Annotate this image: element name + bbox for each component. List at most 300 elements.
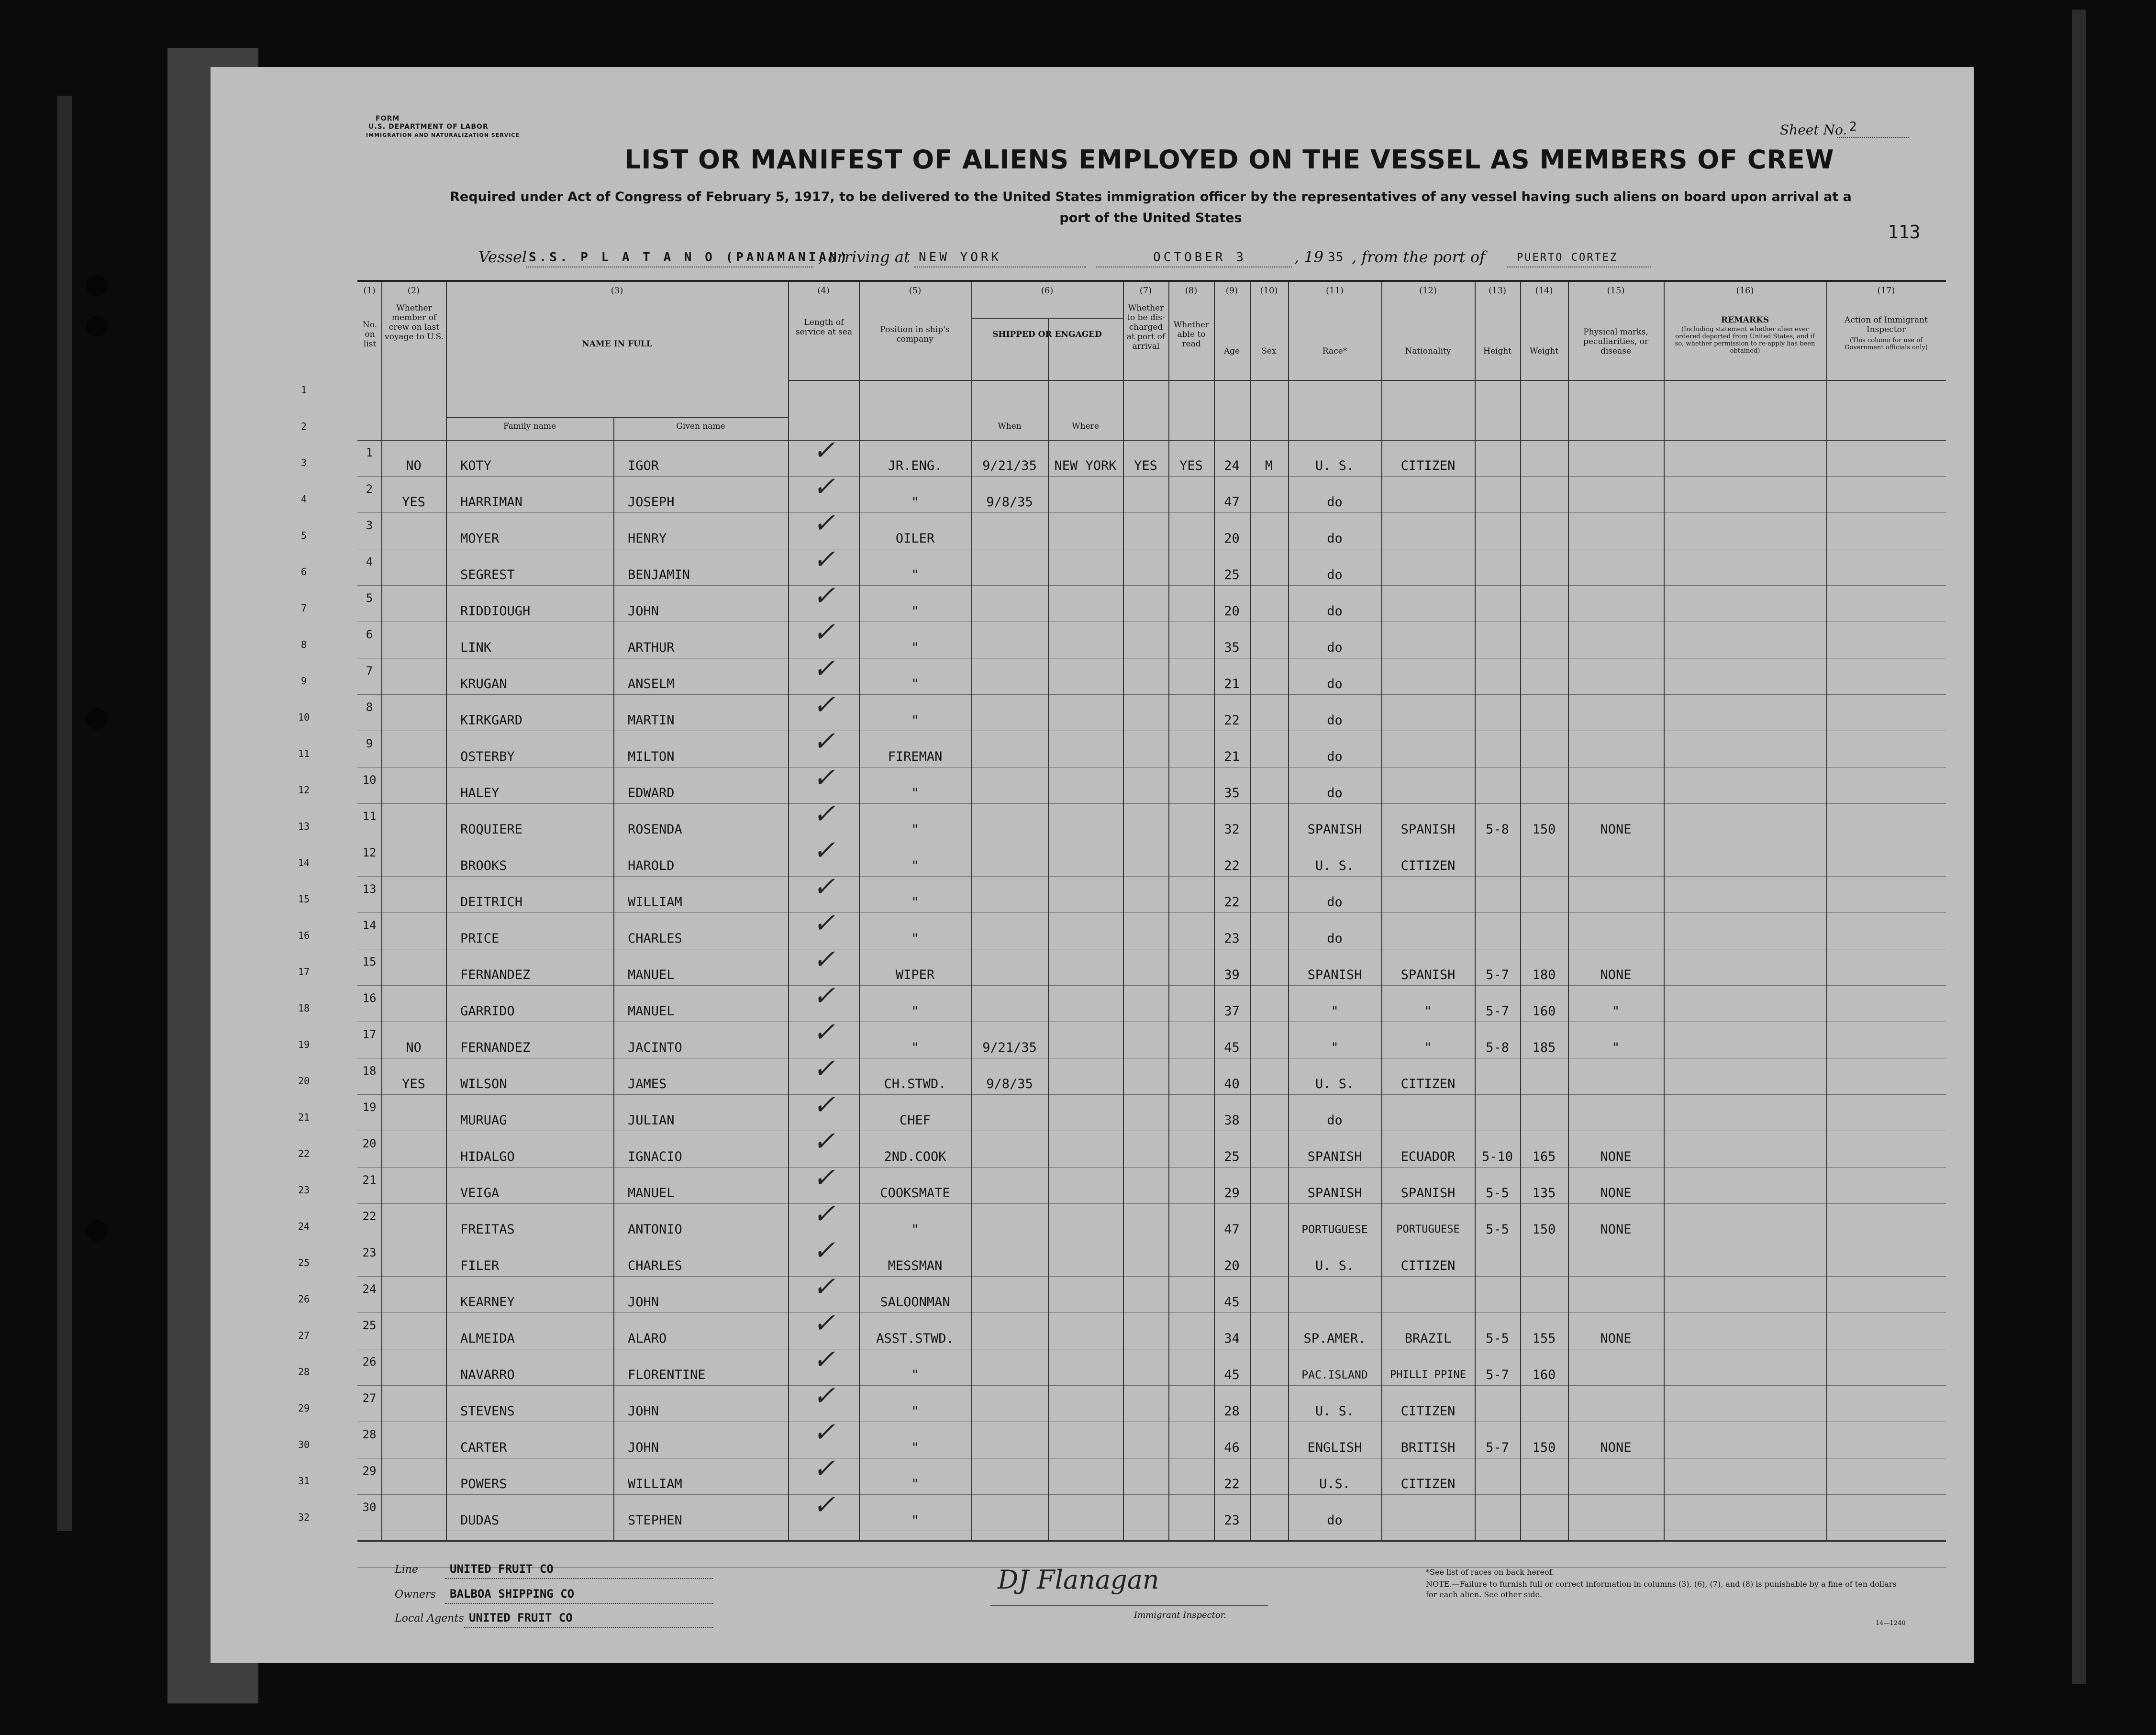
cell-family-name: DEITRICH <box>460 895 523 910</box>
margin-line-number: 23 <box>298 1184 310 1196</box>
cell-position: MESSMAN <box>888 1258 943 1273</box>
cell-height: 5-7 <box>1486 1368 1509 1382</box>
table-row <box>357 1417 1946 1458</box>
margin-line-number: 17 <box>298 966 310 978</box>
cell-physical-marks: NONE <box>1600 1440 1632 1455</box>
cell-physical-marks: NONE <box>1600 1186 1632 1201</box>
margin-line-number: 16 <box>298 930 310 941</box>
cell-shipped-when: 9/21/35 <box>982 458 1037 473</box>
inspector-signature: DJ Flanagan <box>998 1565 1159 1595</box>
cell-row-number: 12 <box>362 846 377 859</box>
cell-family-name: PRICE <box>460 931 500 946</box>
cell-family-name: FERNANDEZ <box>460 1040 531 1055</box>
cell-nationality: ECUADOR <box>1400 1149 1456 1164</box>
agents-underline <box>464 1627 713 1628</box>
margin-line-number: 7 <box>300 602 307 614</box>
cell-family-name: LINK <box>460 640 492 655</box>
cell-given-name: HENRY <box>628 531 667 546</box>
service-check-mark: ✓ <box>812 980 835 1012</box>
cell-family-name: HIDALGO <box>460 1149 515 1164</box>
cell-sex: M <box>1265 458 1273 473</box>
table-row <box>357 980 1946 1022</box>
cell-row-number: 11 <box>362 810 377 823</box>
cell-age: 22 <box>1224 895 1240 910</box>
cell-race: do <box>1327 531 1343 546</box>
cell-given-name: ROSENDA <box>628 822 682 837</box>
cell-given-name: WILLIAM <box>628 895 682 910</box>
margin-line-number: 20 <box>298 1075 310 1087</box>
header-given-name: Given name <box>676 422 725 431</box>
table-row <box>357 1162 1946 1203</box>
service-check-mark: ✓ <box>812 1126 835 1157</box>
cell-age: 37 <box>1224 1004 1240 1019</box>
cell-row-number: 2 <box>366 482 373 496</box>
cell-age: 45 <box>1224 1040 1240 1055</box>
cell-row-number: 16 <box>362 991 377 1005</box>
cell-family-name: KIRKGARD <box>460 713 523 728</box>
year-prefix: , 19 <box>1294 248 1324 266</box>
service-check-mark: ✓ <box>812 544 835 575</box>
table-row <box>357 544 1946 585</box>
cell-height: 5-7 <box>1486 968 1509 982</box>
cell-position: COOKSMATE <box>880 1186 950 1201</box>
col-num-9: (9) <box>1225 286 1238 296</box>
form-code: 14—1240 <box>1876 1620 1906 1627</box>
cell-position: " <box>911 604 919 619</box>
service-check-mark: ✓ <box>812 1344 835 1375</box>
margin-line-number: 6 <box>300 566 307 578</box>
service-check-mark: ✓ <box>812 1417 835 1448</box>
shipped-subheader-line <box>971 318 1123 319</box>
cell-family-name: SEGREST <box>460 567 515 582</box>
margin-line-number: 4 <box>300 493 307 505</box>
arrival-port: NEW YORK <box>919 250 1002 265</box>
cell-shipped-when: 9/21/35 <box>982 1040 1037 1055</box>
cell-position: " <box>911 1404 919 1419</box>
cell-row-number: 27 <box>362 1391 377 1405</box>
margin-line-number: 9 <box>300 675 307 687</box>
note-label: NOTE. <box>1426 1579 1452 1589</box>
margin-line-number: 12 <box>298 784 310 796</box>
cell-row-number: 14 <box>362 919 377 932</box>
inspector-label: Immigrant Inspector. <box>1134 1610 1227 1620</box>
cell-given-name: MANUEL <box>628 1004 675 1019</box>
margin-line-number: 5 <box>300 530 307 541</box>
service-check-mark: ✓ <box>812 653 835 684</box>
header-shipped-engaged: SHIPPED OR ENGAGED <box>992 330 1102 339</box>
cell-row-number: 25 <box>362 1319 377 1332</box>
cell-row-number: 20 <box>362 1137 377 1150</box>
service-check-mark: ✓ <box>812 580 835 612</box>
cell-race: SPANISH <box>1307 1149 1362 1164</box>
cell-nationality: SPANISH <box>1400 1186 1456 1201</box>
service-check-mark: ✓ <box>812 799 835 830</box>
cell-position: " <box>911 858 919 873</box>
cell-age: 35 <box>1224 640 1240 655</box>
cell-row-number: 30 <box>362 1501 377 1514</box>
owners-underline <box>445 1603 713 1604</box>
binder-hole <box>86 275 107 296</box>
cell-position: " <box>911 1440 919 1455</box>
margin-line-number: 24 <box>298 1221 310 1232</box>
cell-position: OILER <box>895 531 935 546</box>
cell-physical-marks: NONE <box>1600 968 1632 982</box>
margin-line-number: 2 <box>300 421 307 432</box>
cell-given-name: MANUEL <box>628 1186 675 1201</box>
header-remarks-detail: (Including statement whether alien ever ordered deported from United States, and if so, whether permission to re-apply has been obtained) <box>1675 326 1815 355</box>
cell-age: 21 <box>1224 749 1240 764</box>
margin-line-number: 25 <box>298 1257 310 1268</box>
cell-family-name: POWERS <box>460 1477 507 1491</box>
table-row <box>357 1308 1946 1349</box>
col-num-10: (10) <box>1260 286 1278 296</box>
cell-position: SALOONMAN <box>880 1295 950 1310</box>
cell-member-last-voyage: YES <box>402 1077 425 1091</box>
margin-line-number: 11 <box>298 748 310 759</box>
agency-service: IMMIGRATION AND NATURALIZATION SERVICE <box>366 132 520 138</box>
cell-age: 46 <box>1224 1440 1240 1455</box>
cell-age: 34 <box>1224 1331 1240 1346</box>
requirement-text <box>392 187 1909 229</box>
service-check-mark: ✓ <box>812 1053 835 1084</box>
service-check-mark: ✓ <box>812 1380 835 1412</box>
cell-family-name: FILER <box>460 1258 500 1273</box>
cell-race: do <box>1327 713 1343 728</box>
table-row <box>357 653 1946 694</box>
cell-height: 5-5 <box>1486 1222 1509 1237</box>
cell-given-name: JOHN <box>628 1295 659 1310</box>
cell-given-name: JOSEPH <box>628 495 675 510</box>
line-label: Line <box>395 1564 418 1576</box>
service-check-mark: ✓ <box>812 1162 835 1193</box>
table-row <box>357 799 1946 840</box>
cell-position: CHEF <box>899 1113 931 1128</box>
table-row <box>357 726 1946 767</box>
margin-line-number: 31 <box>298 1475 310 1487</box>
service-check-mark: ✓ <box>812 1490 835 1521</box>
service-check-mark: ✓ <box>812 835 835 866</box>
table-row <box>357 508 1946 549</box>
service-check-mark: ✓ <box>812 1271 835 1302</box>
cell-age: 28 <box>1224 1404 1240 1419</box>
service-check-mark: ✓ <box>812 908 835 939</box>
header-family-name: Family name <box>503 422 556 431</box>
cell-family-name: OSTERBY <box>460 749 515 764</box>
cell-position: " <box>911 495 919 510</box>
col-num-8: (8) <box>1185 286 1198 296</box>
col-num-1: (1) <box>363 286 376 296</box>
header-name-in-full: NAME IN FULL <box>582 339 652 349</box>
col-num-16: (16) <box>1736 286 1754 296</box>
cell-race: U. S. <box>1315 1404 1355 1419</box>
cell-shipped-when: 9/8/35 <box>986 1077 1033 1091</box>
cell-race: do <box>1327 604 1343 619</box>
cell-nationality: CITIZEN <box>1400 1477 1456 1491</box>
cell-family-name: RIDDIOUGH <box>460 604 531 619</box>
cell-given-name: MARTIN <box>628 713 675 728</box>
owners-label: Owners <box>395 1589 436 1601</box>
header-nationality: Nationality <box>1405 346 1451 356</box>
service-check-mark: ✓ <box>812 871 835 902</box>
margin-line-number: 10 <box>298 712 310 723</box>
cell-age: 22 <box>1224 858 1240 873</box>
cell-position: " <box>911 713 919 728</box>
cell-row-number: 28 <box>362 1428 377 1441</box>
service-check-mark: ✓ <box>812 1090 835 1121</box>
cell-height: 5-8 <box>1486 1040 1509 1055</box>
cell-shipped-where: NEW YORK <box>1054 458 1117 473</box>
cell-age: 45 <box>1224 1368 1240 1382</box>
cell-position: " <box>911 1477 919 1491</box>
binder-hole <box>86 316 107 337</box>
cell-family-name: ALMEIDA <box>460 1331 515 1346</box>
cell-race: SP.AMER. <box>1303 1331 1366 1346</box>
cell-age: 22 <box>1224 1477 1240 1491</box>
table-row <box>357 1090 1946 1131</box>
header-remarks: REMARKS <box>1721 315 1769 325</box>
cell-physical-marks: NONE <box>1600 822 1632 837</box>
cell-position: CH.STWD. <box>884 1077 946 1091</box>
vessel-label: Vessel <box>478 248 527 266</box>
cell-given-name: JACINTO <box>628 1040 682 1055</box>
col-num-7: (7) <box>1139 286 1152 296</box>
cell-height: 5-7 <box>1486 1004 1509 1019</box>
table-row <box>357 944 1946 985</box>
cell-given-name: MILTON <box>628 749 675 764</box>
cell-able-to-read: YES <box>1179 458 1203 473</box>
cell-given-name: CHARLES <box>628 1258 682 1273</box>
cell-member-last-voyage: YES <box>402 495 425 510</box>
page-title: LIST OR MANIFEST OF ALIENS EMPLOYED ON THE VESSEL AS MEMBERS OF CREW <box>624 145 1834 175</box>
requirement-line-2: port of the United States <box>1059 211 1242 225</box>
cell-family-name: WILSON <box>460 1077 507 1091</box>
header-sex: Sex <box>1261 346 1277 356</box>
col-num-5: (5) <box>909 286 922 296</box>
line-value: UNITED FRUIT CO <box>450 1562 554 1576</box>
cell-given-name: JOHN <box>628 1404 659 1419</box>
cell-age: 32 <box>1224 822 1240 837</box>
cell-row-number: 18 <box>362 1064 377 1078</box>
cell-race: do <box>1327 895 1343 910</box>
table-row <box>357 617 1946 658</box>
cell-race: do <box>1327 931 1343 946</box>
table-row <box>357 835 1946 876</box>
table-row <box>357 1344 1946 1385</box>
cell-family-name: BROOKS <box>460 858 507 873</box>
cell-row-number: 19 <box>362 1101 377 1114</box>
cell-nationality: PORTUGUESE <box>1396 1223 1460 1235</box>
cell-position: WIPER <box>895 968 935 982</box>
cell-race: ENGLISH <box>1307 1440 1362 1455</box>
margin-line-number: 26 <box>298 1293 310 1305</box>
cell-age: 39 <box>1224 968 1240 982</box>
cell-family-name: FERNANDEZ <box>460 968 531 982</box>
cell-family-name: KEARNEY <box>460 1295 515 1310</box>
margin-line-number: 29 <box>298 1402 310 1414</box>
cell-weight: 165 <box>1532 1149 1556 1164</box>
cell-position: " <box>911 640 919 655</box>
margin-line-number: 8 <box>300 639 307 650</box>
col-num-4: (4) <box>817 286 830 296</box>
col-num-14: (14) <box>1535 286 1553 296</box>
margin-line-number: 1 <box>300 384 307 396</box>
cell-given-name: HAROLD <box>628 858 675 873</box>
cell-nationality: PHILLI PPINE <box>1390 1369 1466 1381</box>
header-member-last-voyage: Whether member of crew on last voyage to U.S. <box>384 303 444 342</box>
cell-physical-marks: " <box>1611 1004 1620 1019</box>
cell-physical-marks: NONE <box>1600 1149 1632 1164</box>
cell-given-name: MANUEL <box>628 968 675 982</box>
cell-age: 47 <box>1224 1222 1240 1237</box>
cell-discharged: YES <box>1134 458 1157 473</box>
header-height: Height <box>1483 346 1511 356</box>
table-row <box>357 871 1946 912</box>
agents-value: UNITED FRUIT CO <box>469 1611 573 1624</box>
cell-family-name: DUDAS <box>460 1513 500 1528</box>
margin-line-number: 15 <box>298 893 310 905</box>
service-check-mark: ✓ <box>812 1308 835 1339</box>
cell-given-name: IGNACIO <box>628 1149 682 1164</box>
manifest-sheet <box>211 67 1974 1663</box>
cell-given-name: ANSELM <box>628 677 675 691</box>
cell-race: do <box>1327 677 1343 691</box>
table-row <box>357 690 1946 731</box>
service-check-mark: ✓ <box>812 435 835 466</box>
cell-race: U.S. <box>1319 1477 1351 1491</box>
header-no-on-list: No. on list <box>362 320 378 349</box>
cell-row-number: 5 <box>366 591 373 605</box>
cell-nationality: SPANISH <box>1400 968 1456 982</box>
inspector-line <box>990 1605 1268 1606</box>
cell-given-name: JAMES <box>628 1077 667 1091</box>
col-num-15: (15) <box>1607 286 1625 296</box>
cell-row-number: 9 <box>366 737 373 750</box>
table-row <box>357 1126 1946 1167</box>
margin-line-number: 13 <box>298 821 310 832</box>
service-check-mark: ✓ <box>812 1235 835 1266</box>
header-length-service: Length of service at sea <box>795 318 853 337</box>
cell-age: 21 <box>1224 677 1240 691</box>
table-row <box>357 762 1946 803</box>
cell-position: " <box>911 1040 919 1055</box>
cell-shipped-when: 9/8/35 <box>986 495 1033 510</box>
requirement-line-1: Required under Act of Congress of February 5, 1917, to be delivered to the United States immigration officer by the representatives of any vessel having such aliens on board upon arrival at a <box>450 189 1852 204</box>
margin-line-number: 3 <box>300 457 307 468</box>
margin-line-number: 21 <box>298 1112 310 1123</box>
cell-row-number: 21 <box>362 1173 377 1187</box>
cell-height: 5-5 <box>1486 1186 1509 1201</box>
cell-race: do <box>1327 495 1343 510</box>
cell-member-last-voyage: NO <box>406 458 422 473</box>
cell-race: do <box>1327 640 1343 655</box>
sheet-label: Sheet No. <box>1780 122 1847 138</box>
cell-given-name: FLORENTINE <box>628 1368 706 1382</box>
cell-position: " <box>911 895 919 910</box>
cell-height: 5-8 <box>1486 822 1509 837</box>
cell-weight: 150 <box>1532 1440 1556 1455</box>
cell-race: " <box>1331 1040 1339 1055</box>
cell-nationality: BRITISH <box>1400 1440 1456 1455</box>
cell-row-number: 6 <box>366 628 373 641</box>
cell-position: JR.ENG. <box>888 458 943 473</box>
cell-position: " <box>911 1368 919 1382</box>
service-check-mark: ✓ <box>812 508 835 539</box>
cell-row-number: 3 <box>366 519 373 532</box>
table-row <box>357 1490 1946 1531</box>
cell-nationality: " <box>1424 1004 1432 1019</box>
cell-weight: 185 <box>1532 1040 1556 1055</box>
right-film-strip <box>2072 10 2086 1684</box>
agency-name: U.S. DEPARTMENT OF LABOR <box>368 123 489 131</box>
cell-race: SPANISH <box>1307 1186 1362 1201</box>
header-where: Where <box>1072 422 1099 431</box>
cell-age: 24 <box>1224 458 1240 473</box>
cell-age: 25 <box>1224 567 1240 582</box>
cell-given-name: JULIAN <box>628 1113 675 1128</box>
cell-position: " <box>911 931 919 946</box>
cell-family-name: VEIGA <box>460 1186 500 1201</box>
cell-race: U. S. <box>1315 858 1355 873</box>
cell-age: 20 <box>1224 531 1240 546</box>
cell-age: 38 <box>1224 1113 1240 1128</box>
cell-nationality: CITIZEN <box>1400 1258 1456 1273</box>
cell-nationality: " <box>1424 1040 1432 1055</box>
cell-given-name: ANTONIO <box>628 1222 682 1237</box>
cell-race: U. S. <box>1315 1077 1355 1091</box>
header-age: Age <box>1223 346 1240 356</box>
from-port-label: , from the port of <box>1352 248 1486 266</box>
cell-row-number: 17 <box>362 1028 377 1041</box>
cell-weight: 160 <box>1532 1004 1556 1019</box>
cell-row-number: 7 <box>366 664 373 678</box>
table-row <box>357 1453 1946 1494</box>
col-num-17: (17) <box>1877 286 1895 296</box>
col-num-6: (6) <box>1041 286 1054 296</box>
cell-age: 23 <box>1224 1513 1240 1528</box>
cell-family-name: KRUGAN <box>460 677 507 691</box>
cell-race: U. S. <box>1315 1258 1355 1273</box>
cell-position: " <box>911 1513 919 1528</box>
cell-family-name: MURUAG <box>460 1113 507 1128</box>
cell-given-name: BENJAMIN <box>628 567 690 582</box>
header-race: Race* <box>1322 346 1347 356</box>
cell-race: do <box>1327 567 1343 582</box>
arrival-date: OCTOBER 3 <box>1153 250 1246 265</box>
cell-row-number: 24 <box>362 1282 377 1296</box>
cell-age: 20 <box>1224 1258 1240 1273</box>
service-check-mark: ✓ <box>812 762 835 793</box>
margin-line-number: 32 <box>298 1512 310 1523</box>
col-num-2: (2) <box>407 286 420 296</box>
table-row <box>357 1199 1946 1240</box>
cell-row-number: 10 <box>362 773 377 787</box>
cell-height: 5-5 <box>1486 1331 1509 1346</box>
cell-row-number: 15 <box>362 955 377 968</box>
cell-given-name: WILLIAM <box>628 1477 682 1491</box>
cell-family-name: NAVARRO <box>460 1368 515 1382</box>
header-divider <box>788 380 1946 381</box>
cell-row-number: 4 <box>366 555 373 568</box>
cell-given-name: CHARLES <box>628 931 682 946</box>
margin-line-number: 19 <box>298 1039 310 1050</box>
cell-family-name: GARRIDO <box>460 1004 515 1019</box>
cell-family-name: STEVENS <box>460 1404 515 1419</box>
departure-port: PUERTO CORTEZ <box>1517 252 1618 264</box>
service-check-mark: ✓ <box>812 1199 835 1230</box>
page-number: 113 <box>1888 222 1921 243</box>
table-row <box>357 580 1946 622</box>
service-check-mark: ✓ <box>812 690 835 721</box>
